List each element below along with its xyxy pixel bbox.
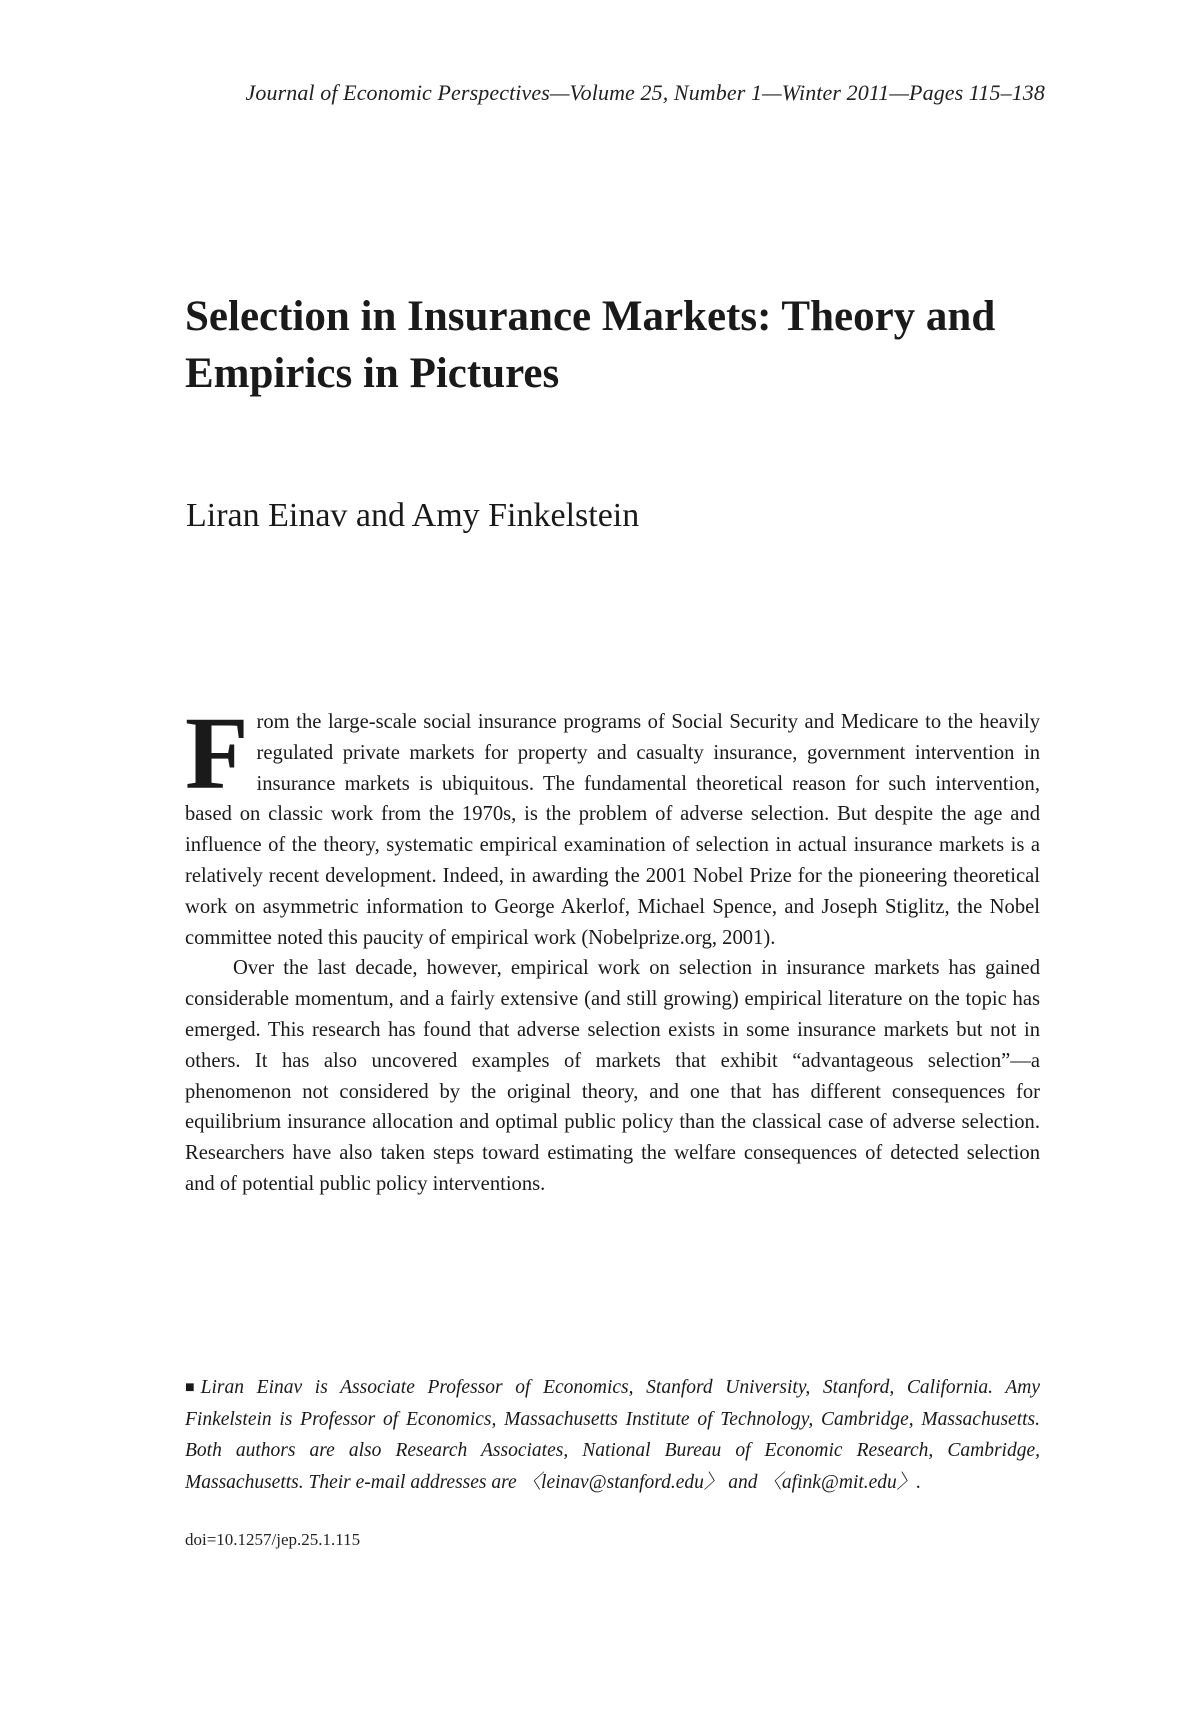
author-footnote	[185, 1372, 1040, 1498]
footnote-text: Liran Einav is Associate Professor of Economics, Stanford University, Stanford, California. Amy Finkelstein is Professor of Economics, Massachusetts Institute of Technology, Cambridge, Massachusetts. Both authors are also Research Associates, National Bureau of Economic Research, Cambridge, Massachusetts. Their e-mail addresses are 〈leinav@stanford.edu〉 and 〈afink@mit.edu〉.	[185, 1377, 1040, 1493]
paragraph-1-text: rom the large-scale social insurance programs of Social Security and Medicare to the heavily regulated private markets for property and casualty insurance, government intervention in insurance markets is ubiquitous. The fundamental theoretical reason for such intervention, based on classic work from the 1970s, is the problem of adverse selection. But despite the age and influence of the theory, systematic empirical examination of selection in actual insurance markets is a relatively recent development. Indeed, in awarding the 2001 Nobel Prize for the pioneering theoretical work on asymmetric information to George Akerlof, Michael Spence, and Joseph Stiglitz, the Nobel committee noted this paucity of empirical work (Nobelprize.org, 2001).	[185, 711, 1040, 949]
footnote-bullet-icon: ■	[185, 1379, 195, 1396]
body-paragraph-1	[185, 696, 1040, 953]
article-authors: Liran Einav and Amy Finkelstein	[186, 497, 640, 534]
article-title: Selection in Insurance Markets: Theory and Empirics in Pictures	[185, 293, 996, 397]
body-paragraph-2: Over the last decade, however, empirical work on selection in insurance markets has gained considerable momentum, and a fairly extensive (and still growing) empirical literature on the topic has emerged. This research has found that adverse selection exists in some insurance markets but not in others. It has also uncovered examples of markets that exhibit “advantageous selection”—a phenomenon not considered by the original theory, and one that has different consequences for equilibrium insurance allocation and optimal public policy than the classical case of adverse selection. Researchers have also taken steps toward estimating the welfare consequences of detected selection and of potential public policy interventions.	[185, 957, 1040, 1195]
doi-line: doi=10.1257/jep.25.1.115	[185, 1530, 361, 1549]
drop-cap: F	[185, 696, 249, 811]
running-head: Journal of Economic Perspectives—Volume 25, Number 1—Winter 2011—Pages 115–138	[245, 80, 1045, 105]
article-body	[185, 696, 1040, 1200]
